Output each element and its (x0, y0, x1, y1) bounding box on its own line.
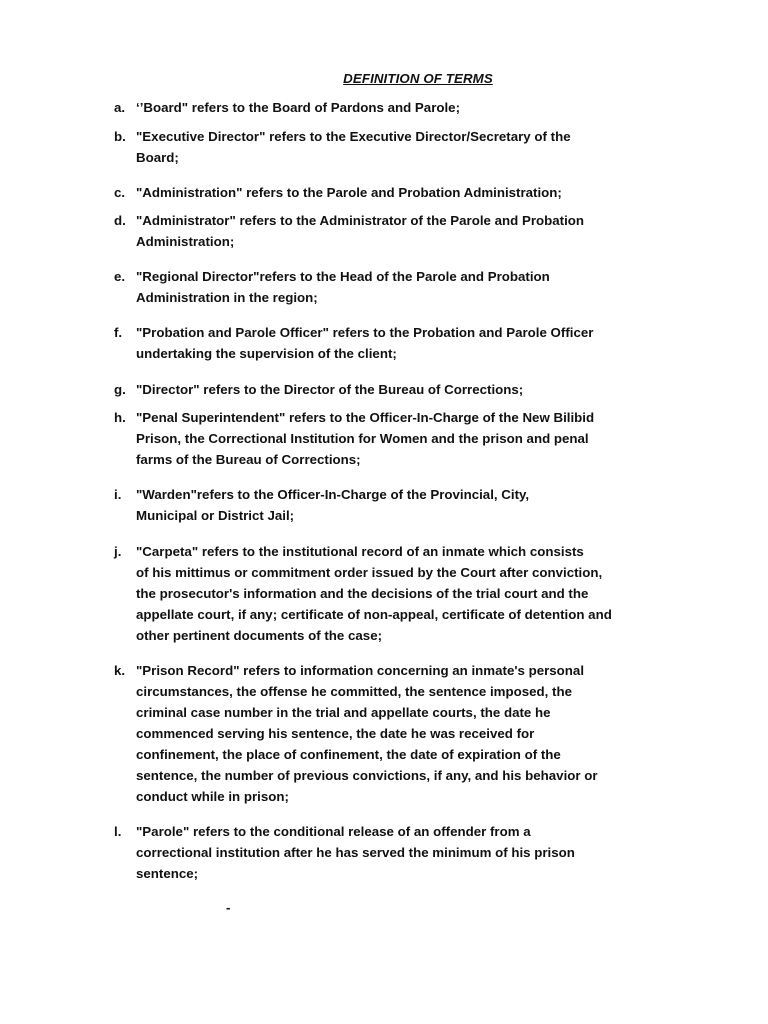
term-text: "Executive Director" refers to the Executive Director/Secretary of the Board; (136, 129, 571, 165)
term-letter: h. (114, 410, 126, 425)
term-text: "Penal Superintendent" refers to the Officer-In-Charge of the New Bilibid Prison, the Correctional Institution for Women and the prison and penal farms of the Bureau of Corrections; (136, 410, 595, 467)
term-text: "Prison Record" refers to information concerning an inmate's personal circumstances, the offense he committed, the sentence imposed, the criminal case number in the trial and appellate courts, the date he commenced serving his sentence, the date he was received for confinement, the place of confinement, the date of expiration of the sentence, the number of previous convictions, if any, and his behavior or conduct while in prison; (136, 663, 598, 804)
term-letter: j. (114, 544, 122, 559)
term-letter: b. (114, 129, 126, 144)
term-text: ‘’Board" refers to the Board of Pardons and Parole; (136, 100, 461, 115)
term-text: "Probation and Parole Officer" refers to the Probation and Parole Officer undertaking the supervision of the client; (136, 325, 594, 361)
term-letter: k. (114, 663, 126, 678)
term-letter: g. (114, 382, 126, 397)
term-letter: l. (114, 824, 122, 839)
term-letter: i. (114, 487, 122, 502)
term-letter: d. (114, 213, 126, 228)
term-text: "Parole" refers to the conditional release of an offender from a correctional institution after he has served the minimum of his prison sentence; (136, 824, 575, 881)
term-text: "Director" refers to the Director of the Bureau of Corrections; (136, 382, 524, 397)
term-letter: c. (114, 185, 126, 200)
term-text: "Administration" refers to the Parole and Probation Administration; (136, 185, 562, 200)
page-title: DEFINITION OF TERMS (343, 71, 493, 86)
term-text: "Regional Director"refers to the Head of the Parole and Probation Administration in the region; (136, 269, 550, 305)
trailing-dash: - (226, 900, 231, 915)
term-text: "Warden"refers to the Officer-In-Charge of the Provincial, City, Municipal or District Jail; (136, 487, 530, 523)
term-letter: f. (114, 325, 123, 340)
term-letter: e. (114, 269, 126, 284)
term-text: "Administrator" refers to the Administrator of the Parole and Probation Administration; (136, 213, 585, 249)
term-letter: a. (114, 100, 126, 115)
term-text: "Carpeta" refers to the institutional record of an inmate which consists of his mittimus or commitment order issued by the Court after conviction, the prosecutor's information and the decisions of the trial court and the appellate court, if any; certificate of non-appeal, certificate of detention and other pertinent documents of the case; (136, 544, 612, 643)
